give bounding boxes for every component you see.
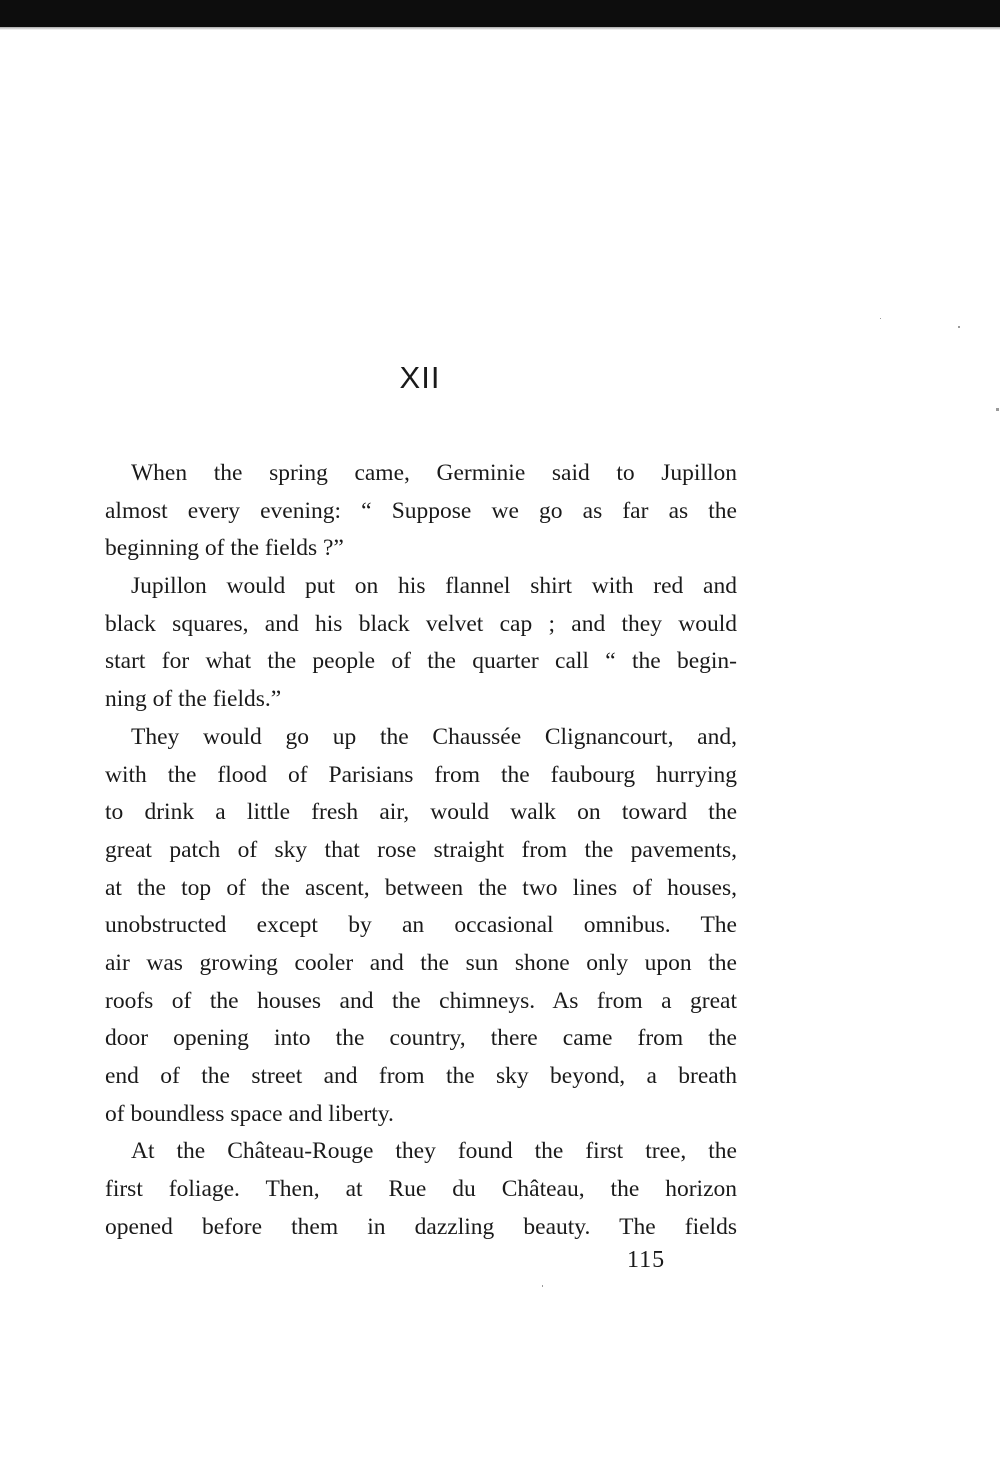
text-line: door opening into the country, there came from the (105, 1025, 737, 1052)
text-line: Jupillon would put on his flannel shirt with red and (131, 573, 737, 600)
text-line: ning of the fields.” (105, 686, 282, 713)
text-line: They would go up the Chaussée Clignancourt, and, (131, 723, 737, 750)
page-number: 115 (627, 1247, 666, 1273)
scan-speck (996, 408, 999, 411)
text-line: roofs of the houses and the chimneys. As from a great (105, 987, 737, 1014)
text-line: air was growing cooler and the sun shone only upon the (105, 949, 737, 976)
text-line: black squares, and his black velvet cap ; and they would (105, 610, 737, 637)
text-line: of boundless space and liberty. (105, 1100, 394, 1127)
text-line: at the top of the ascent, between the two lines of houses, (105, 874, 737, 901)
paragraph-2 (105, 568, 737, 719)
scan-border (0, 0, 1000, 27)
text-line: beginning of the fields ?” (105, 535, 344, 562)
text-line: At the Château-Rouge they found the first tree, the (131, 1138, 737, 1165)
scan-speck (542, 1285, 543, 1287)
scan-speck (958, 326, 960, 328)
text-line: When the spring came, Germinie said to Jupillon (131, 460, 737, 486)
chapter-heading: XII (399, 360, 441, 395)
paragraph-1 (105, 455, 737, 568)
body-text (105, 455, 737, 1246)
text-line: to drink a little fresh air, would walk on toward the (105, 799, 737, 826)
text-line: unobstructed except by an occasional omnibus. The (105, 912, 737, 939)
text-line: first foliage. Then, at Rue du Château, the horizon (105, 1176, 737, 1203)
text-line: start for what the people of the quarter call “ the begin- (105, 648, 737, 675)
text-line: great patch of sky that rose straight from the pavements, (105, 836, 737, 863)
text-line: with the flood of Parisians from the faubourg hurrying (105, 761, 737, 788)
paragraph-4 (105, 1133, 737, 1246)
scan-speck (880, 318, 881, 319)
text-line: almost every evening: “ Suppose we go as far as the (105, 497, 737, 524)
text-line: opened before them in dazzling beauty. The fields (105, 1213, 737, 1240)
text-line: end of the street and from the sky beyond, a breath (105, 1063, 737, 1089)
paragraph-3 (105, 719, 737, 1134)
